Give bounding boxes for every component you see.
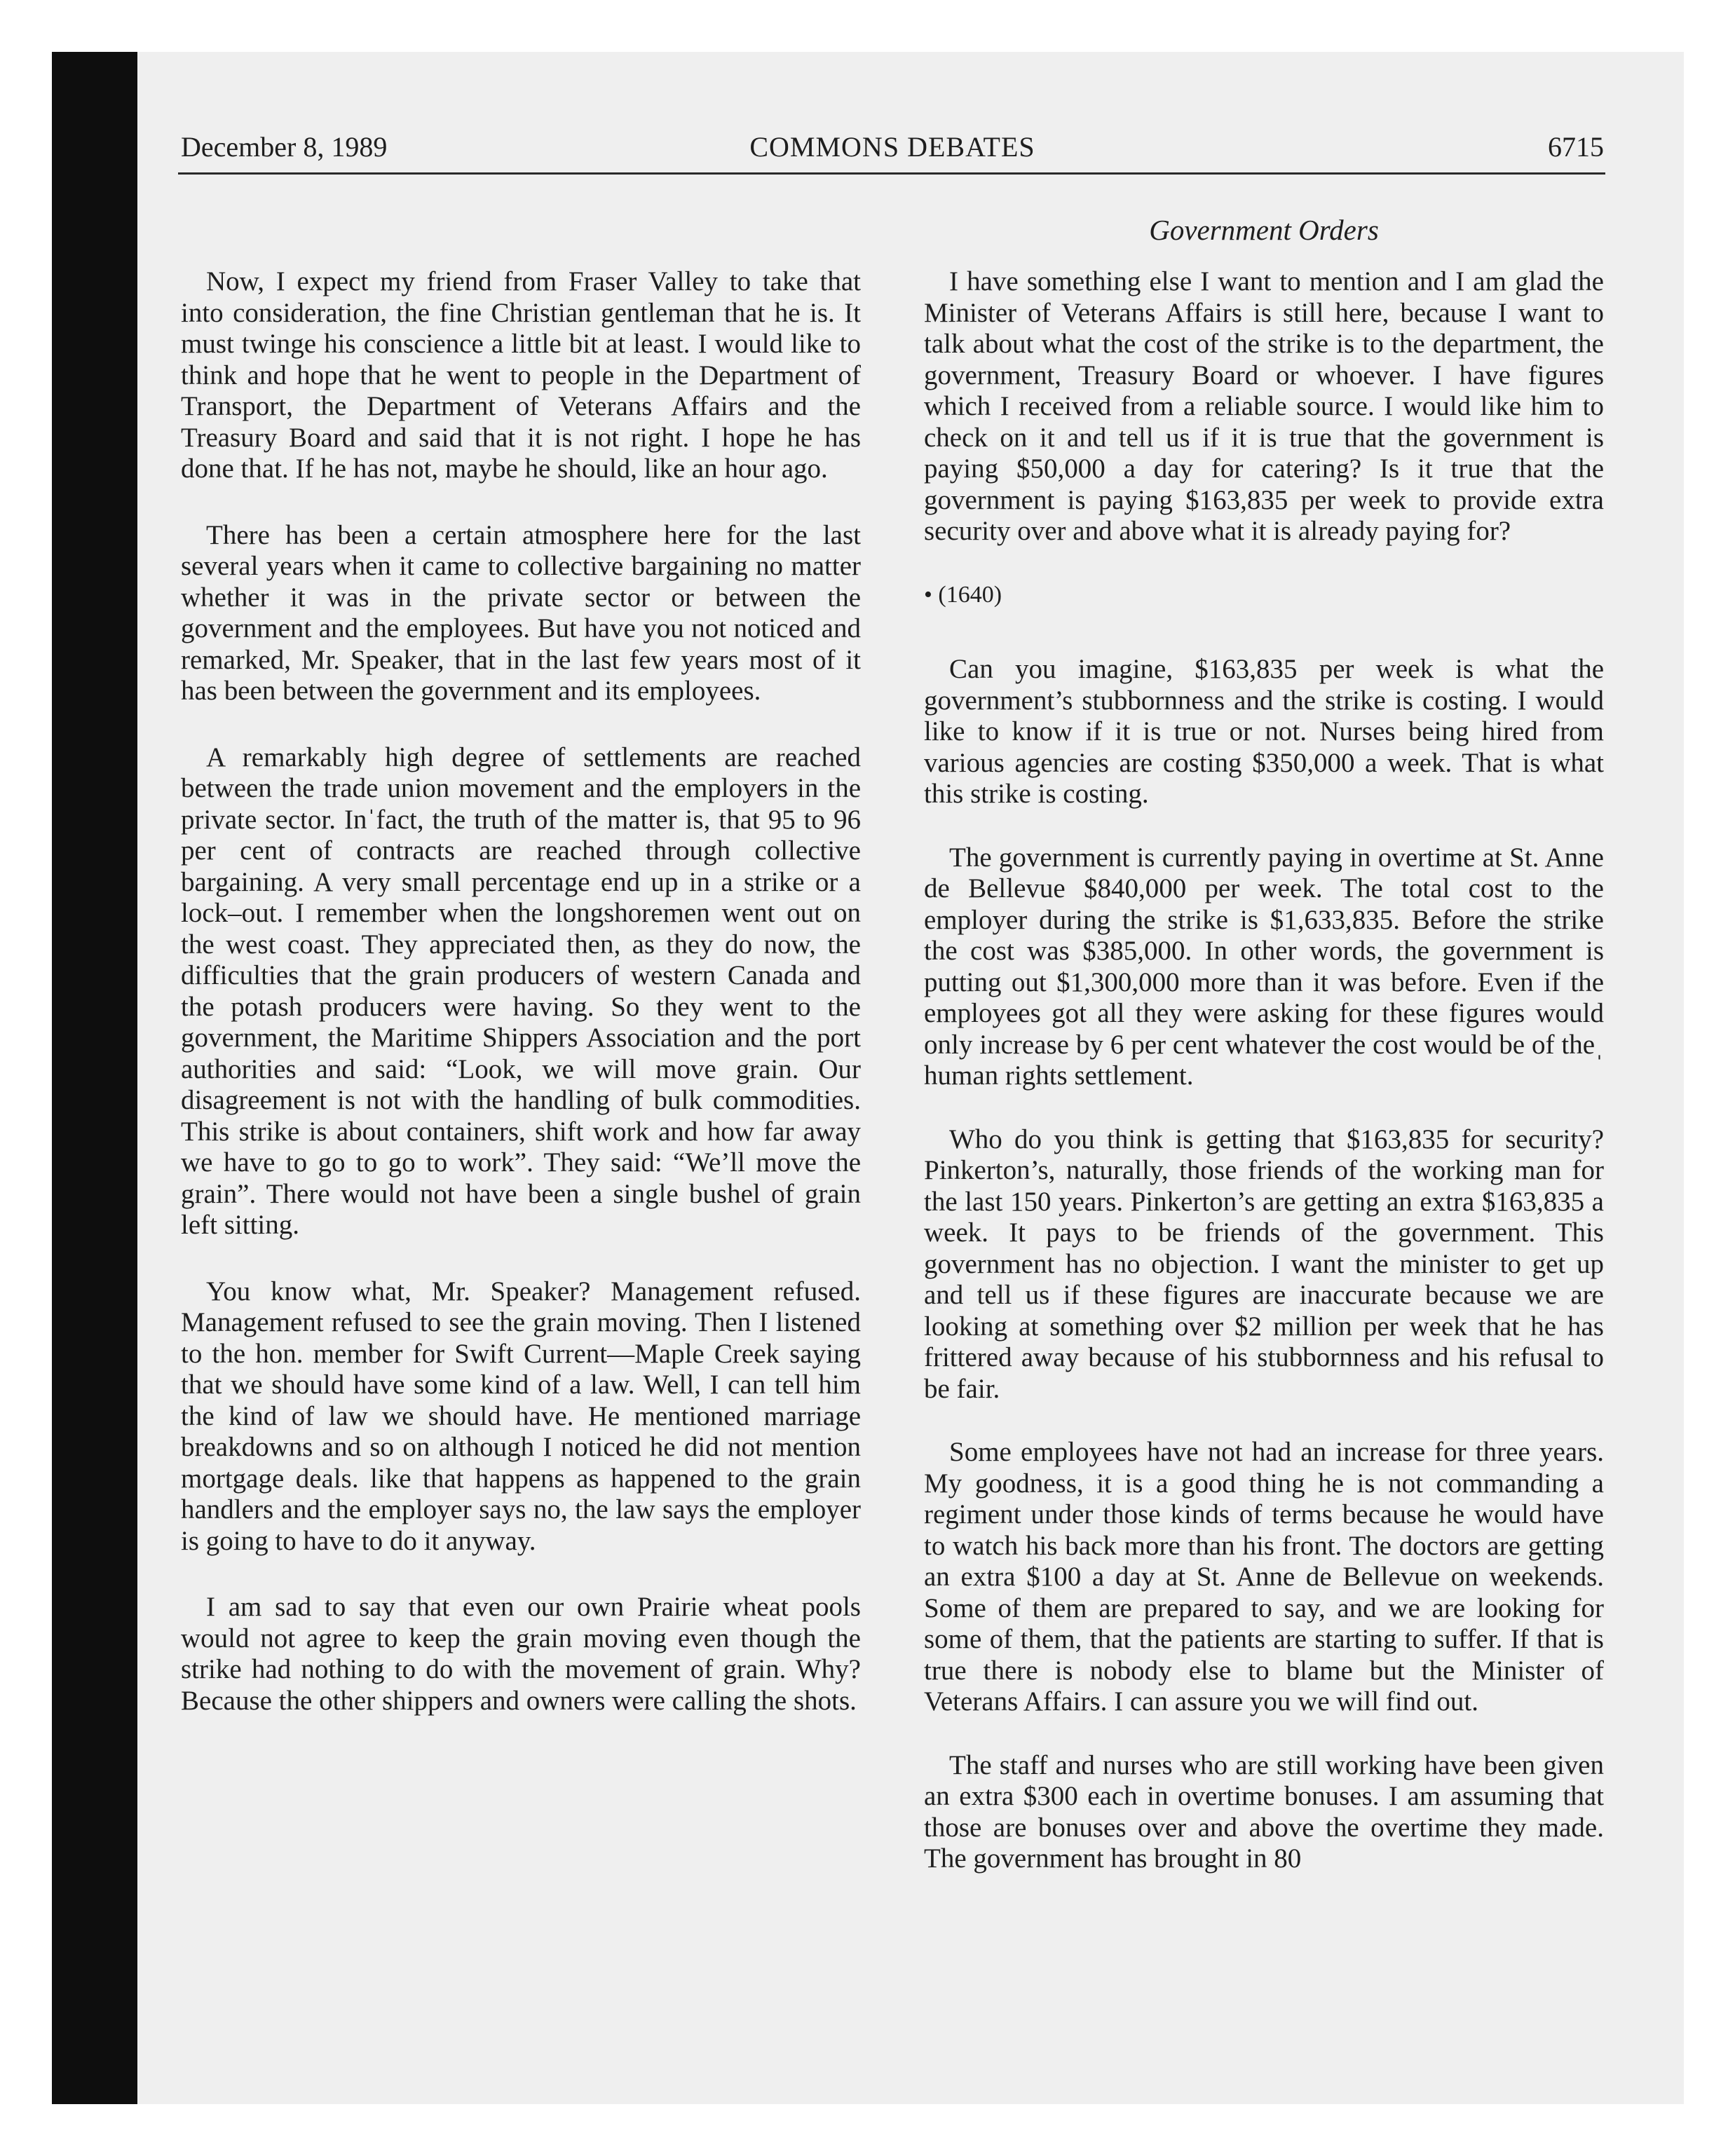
paragraph: A remarkably high degree of settlements are reached between the trade union movement and the employers in the private sector. Inˈfact, the truth of the matter is, that 95 to 96 per cent of contracts are reached through collective bargaining. A very small percentage end up in a strike or a lock–out. I remember when the longshoremen went out on the west coast. They appreciated then, as they do now, the difficulties that the grain producers of western Canada and the potash producers were having. So they went to the government, the Maritime Shippers Association and the port authorities and said: “Look, we will move grain. Our disagreement is not with the handling of bulk commodities. This strike is about containers, shift work and how far away we have to go to go to work”. They said: “We’ll move the grain”. There would not have been a single bushel of grain left sitting.: [181, 742, 861, 1240]
running-head: [181, 130, 1604, 172]
right-column: [924, 266, 1604, 1907]
paragraph: Can you imagine, $163,835 per week is what the government’s stubbornness and the strike is costing. I would like to know if it is true or not. Nurses being hired from various agencies are costing $350,000 a week. That is what this strike is costing.: [924, 654, 1604, 809]
paragraph: Now, I expect my friend from Fraser Valley to take that into consideration, the fine Christian gentleman that he is. It must twinge his conscience a little bit at least. I would like to think and hope that he went to people in the Department of Transport, the Department of Veterans Affairs and the Treasury Board and said that it is not right. I hope he has done that. If he has not, maybe he should, like an hour ago.: [181, 266, 861, 484]
header-date: December 8, 1989: [181, 131, 388, 163]
paragraph: Some employees have not had an increase for three years. My goodness, it is a good thing he is not commanding a regiment under those kinds of terms because he would have to watch his back more than his front. The doctors are getting an extra $100 a day at St. Anne de Bellevue on weekends. Some of them are prepared to say, and we are looking for some of them, that the patients are starting to suffer. If that is true there is nobody else to blame but the Minister of Veterans Affairs. I can assure you we will find out.: [924, 1437, 1604, 1717]
paragraph: The government is currently paying in overtime at St. Anne de Bellevue $840,000 per week. The total cost to the employer during the strike is $1,633,835. Before the strike the cost was $385,000. In other words, the government is putting out $1,300,000 more than it was before. Even if the employees got all they were asking for these figures would only increase by 6 per cent whatever the cost would be of theˌ human rights settlement.: [924, 842, 1604, 1091]
section-heading: Government Orders: [1149, 214, 1379, 246]
paragraph: You know what, Mr. Speaker? Management refused. Management refused to see the grain moving. Then I listened to the hon. member for Swift Current—Maple Creek saying that we should have some kind of a law. Well, I can tell him the kind of law we should have. He mentioned marriage breakdowns and so on although I noticed he did not mention mortgage deals. like that happens as happened to the grain handlers and the employer says no, the law says the employer is going to have to do it anyway.: [181, 1276, 861, 1556]
paragraph: The staff and nurses who are still working have been given an extra $300 each in overtime bonuses. I am assuming that those are bonuses over and above the overtime they made. The government has brought in 80: [924, 1749, 1604, 1874]
left-column: [181, 266, 861, 1752]
paragraph: Who do you think is getting that $163,835 for security? Pinkerton’s, naturally, those friends of the working man for the last 150 years. Pinkerton’s are getting an extra $163,835 a week. It pays to be friends of the government. This government has no objection. I want the minister to get up and tell us if these figures are inaccurate because we are looking at something over $2 million per week that he has frittered away because of his stubbornness and his refusal to be fair.: [924, 1124, 1604, 1404]
header-page-number: 6715: [1548, 131, 1604, 163]
header-publication: COMMONS DEBATES: [749, 131, 1035, 163]
header-rule: [178, 172, 1605, 175]
paragraph: I have something else I want to mention and I am glad the Minister of Veterans Affairs is still here, because I want to talk about what the cost of the strike is to the department, the government, Treasury Board or whoever. I have figures which I received from a reliable source. I would like him to check on it and tell us if it is true that the government is paying $50,000 a day for catering? Is it true that the government is paying $163,835 per week to provide extra security over and above what it is already paying for?: [924, 266, 1604, 546]
binding-shadow: [52, 52, 137, 2104]
paragraph: I am sad to say that even our own Prairie wheat pools would not agree to keep the grain moving even though the strike had nothing to do with the movement of grain. Why? Because the other shippers and owners were calling the shots.: [181, 1592, 861, 1716]
paragraph: There has been a certain atmosphere here for the last several years when it came to collective bargaining no matter whether it was in the private sector or between the government and the employees. But have you not noticed and remarked, Mr. Speaker, that in the last few years most of it has been between the government and its employees.: [181, 519, 861, 706]
time-marker: • (1640): [924, 581, 1002, 608]
